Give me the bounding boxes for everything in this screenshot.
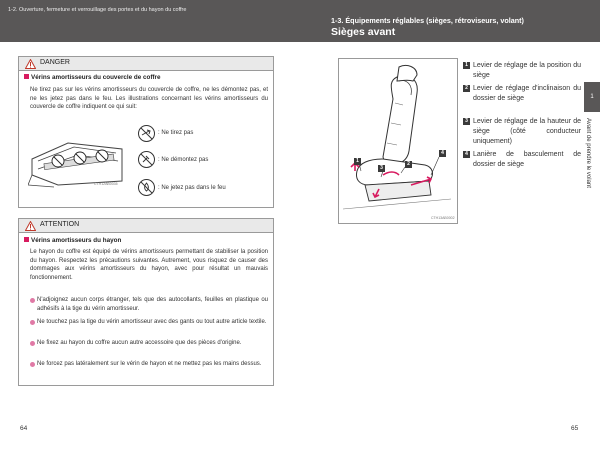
attention-bullet-3: Ne fixez au hayon du coffre aucun autre accessoire que des pièces d'origine. bbox=[30, 339, 268, 348]
bullet-icon bbox=[30, 362, 35, 367]
chapter-tab: 1 bbox=[584, 82, 600, 112]
attention-bullet-2: Ne touchez pas la tige du vérin amortisseur avec des gants ou tout autre article textile. bbox=[30, 318, 268, 327]
warning-icon bbox=[25, 221, 36, 231]
chapter-header-right: 1-3. Équipements réglables (sièges, rétroviseurs, volant) bbox=[331, 16, 524, 25]
chapter-header-left: 1-2. Ouverture, fermeture et verrouillage des portes et du hayon du coffre bbox=[8, 7, 187, 13]
seat-illustration-frame bbox=[338, 58, 458, 224]
callout-1: 1 bbox=[354, 158, 361, 165]
no-pull-icon bbox=[138, 125, 155, 142]
seat-illustration bbox=[339, 59, 457, 223]
danger-paragraph: Ne tirez pas sur les vérins amortisseurs du couvercle de coffre, ne les démontez pas, et ne les jetez pas dans le feu. Les illustrations concernant les vérins amortisseurs du couvercle de coffre indiquent ce qui suit: bbox=[30, 87, 268, 111]
legend-label-1: : Ne tirez pas bbox=[158, 130, 194, 136]
callout-4: 4 bbox=[439, 150, 446, 157]
strut-illustration bbox=[28, 119, 126, 189]
danger-section-title: Vérins amortisseurs du couvercle de coffre bbox=[24, 74, 161, 81]
attention-section-title: Vérins amortisseurs du hayon bbox=[24, 237, 121, 244]
callout-3: 3 bbox=[378, 165, 385, 172]
bullet-icon bbox=[30, 341, 35, 346]
legend-label-3: : Ne jetez pas dans le feu bbox=[158, 185, 226, 191]
attention-paragraph: Le hayon du coffre est équipé de vérins amortisseurs permettant de stabiliser la position du hayon. Respectez les précautions suivantes. Autrement, vous risquez de causer des dommages aux vérins amortisseurs du hayon, avec pour résultat un mauvais fonctionnement. bbox=[30, 249, 268, 281]
attention-bullet-4: Ne forcez pas latéralement sur le vérin de hayon et ne mettez pas les mains dessus. bbox=[30, 360, 268, 369]
danger-box-header bbox=[19, 57, 273, 71]
seat-image-code: CTH13AB0002 bbox=[431, 216, 455, 220]
attention-title: ATTENTION bbox=[40, 221, 80, 228]
legend-label-2: : Ne démontez pas bbox=[158, 157, 209, 163]
attention-box-header bbox=[19, 219, 273, 233]
chapter-tab-text: Avant de prendre le volant bbox=[585, 118, 591, 188]
callout-2: 2 bbox=[405, 161, 412, 168]
no-fire-icon bbox=[138, 179, 155, 196]
page-title: Sièges avant bbox=[331, 26, 396, 38]
attention-bullet-1: N'adjoignez aucun corps étranger, tels que des autocollants, feuilles en plastique ou adhésifs à la tige du vérin amortisseur. bbox=[30, 296, 268, 313]
section-marker-icon bbox=[24, 237, 29, 242]
bullet-icon bbox=[30, 320, 35, 325]
no-disassemble-icon bbox=[138, 151, 155, 168]
danger-title: DANGER bbox=[40, 59, 70, 66]
warning-icon bbox=[25, 59, 36, 69]
bullet-icon bbox=[30, 298, 35, 303]
section-marker-icon bbox=[24, 74, 29, 79]
page-number-right: 65 bbox=[571, 425, 579, 432]
danger-image-code: CTH12AB0035 bbox=[94, 182, 118, 186]
page-number-left: 64 bbox=[20, 425, 28, 432]
